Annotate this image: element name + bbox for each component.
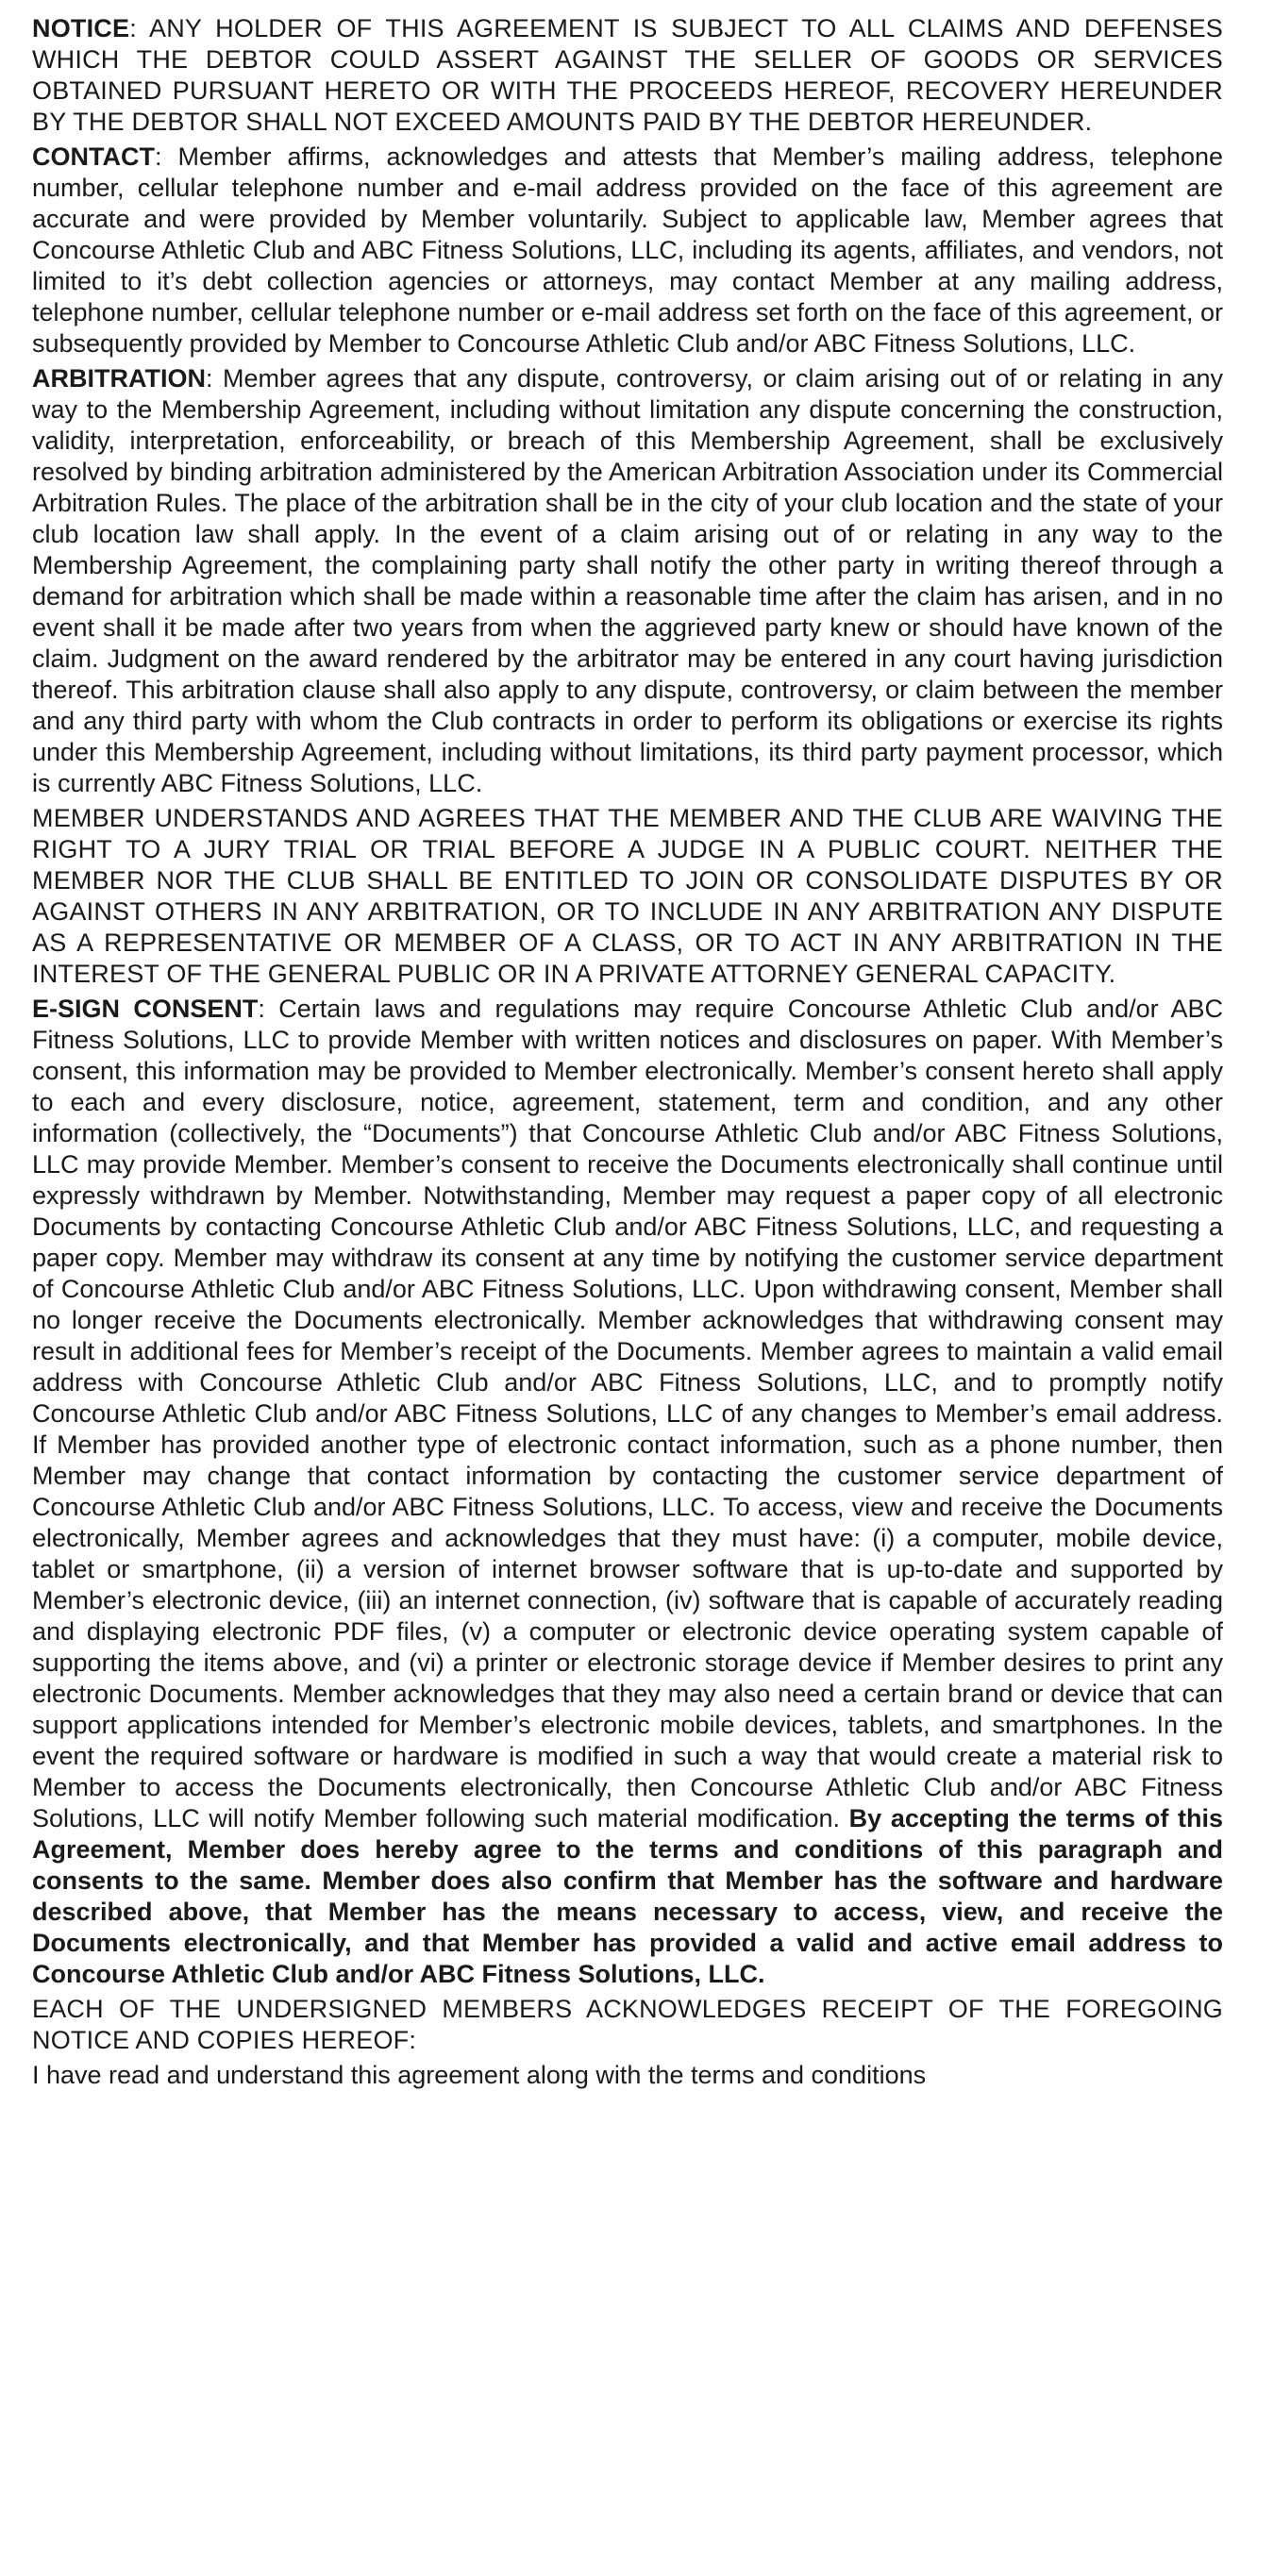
arbitration-text: : Member agrees that any dispute, controversy, or claim arising out of or relating in any way to the Membership Agreement, including without limitation any dispute concerning the construction, validity, interpretation, enforceability, or breach of this Membership Agreement, shall be exclusively resolved by binding arbitration administered by the American Arbitration Association under its Commercial Arbitration Rules. The place of the arbitration shall be in the city of your club location and the state of your club location law shall apply. In the event of a claim arising out of or relating in any way to the Membership Agreement, the complaining party shall notify the other party in writing thereof through a demand for arbitration which shall be made within a reasonable time after the claim has arisen, and in no event shall it be made after two years from when the aggrieved party knew or should have known of the claim. Judgment on the award rendered by the arbitrator may be entered in any court having jurisdiction thereof. This arbitration clause shall also apply to any dispute, controversy, or claim between the member and any third party with whom the Club contracts in order to perform its obligations or exercise its rights under this Membership Agreement, including without limitations, its third party payment processor, which is currently ABC Fitness Solutions, LLC. [32,364,1223,797]
read-statement-text: I have read and understand this agreement along with the terms and conditions [32,2061,927,2089]
esign-consent-heading: E-SIGN CONSENT [32,995,259,1023]
read-statement-paragraph [32,2060,1223,2091]
contact-paragraph [32,142,1223,360]
contact-text: : Member affirms, acknowledges and attests that Member’s mailing address, telephone number, cellular telephone number and e-mail address provided on the face of this agreement are accurate and were provided by Member voluntarily. Subject to applicable law, Member agrees that Concourse Athletic Club and ABC Fitness Solutions, LLC, including its agents, affiliates, and vendors, not limited to it’s debt collection agencies or attorneys, may contact Member at any mailing address, telephone number, cellular telephone number or e-mail address set forth on the face of this agreement, or subsequently provided by Member to Concourse Athletic Club and/or ABC Fitness Solutions, LLC. [32,142,1223,358]
esign-consent-bold-text: By accepting the terms of this Agreement, Member does hereby agree to the terms and conditions of this paragraph and consents to the same. Member does also confirm that Member has the software and hardware described above, that Member has the means necessary to access, view, and receive the Documents electronically, and that Member has provided a valid and active email address to Concourse Athletic Club and/or ABC Fitness Solutions, LLC. [32,1804,1223,1988]
jury-waiver-paragraph [32,803,1223,990]
esign-consent-text: : Certain laws and regulations may require Concourse Athletic Club and/or ABC Fitness Solutions, LLC to provide Member with written notices and disclosures on paper. With Member’s consent, this information may be provided to Member electronically. Member’s consent hereto shall apply to each and every disclosure, notice, agreement, statement, term and condition, and any other information (collectively, the “Documents”) that Concourse Athletic Club and/or ABC Fitness Solutions, LLC may provide Member. Member’s consent to receive the Documents electronically shall continue until expressly withdrawn by Member. Notwithstanding, Member may request a paper copy of all electronic Documents by contacting Concourse Athletic Club and/or ABC Fitness Solutions, LLC, and requesting a paper copy. Member may withdraw its consent at any time by notifying the customer service department of Concourse Athletic Club and/or ABC Fitness Solutions, LLC. Upon withdrawing consent, Member shall no longer receive the Documents electronically. Member acknowledges that withdrawing consent may result in additional fees for Member’s receipt of the Documents. Member agrees to maintain a valid email address with Concourse Athletic Club and/or ABC Fitness Solutions, LLC, and to promptly notify Concourse Athletic Club and/or ABC Fitness Solutions, LLC of any changes to Member’s email address. If Member has provided another type of electronic contact information, such as a phone number, then Member may change that contact information by contacting the customer service department of Concourse Athletic Club and/or ABC Fitness Solutions, LLC. To access, view and receive the Documents electronically, Member agrees and acknowledges that they must have: (i) a computer, mobile device, tablet or smartphone, (ii) a version of internet browser software that is up-to-date and supported by Member’s electronic device, (iii) an internet connection, (iv) software that is capable of accurately reading and displaying electronic PDF files, (v) a computer or electronic device operating system capable of supporting the items above, and (vi) a printer or electronic storage device if Member desires to print any electronic Documents. Member acknowledges that they may also need a certain brand or device that can support applications intended for Member’s electronic mobile devices, tablets, and smartphones. In the event the required software or hardware is modified in such a way that would create a material risk to Member to access the Documents electronically, then Concourse Athletic Club and/or ABC Fitness Solutions, LLC will notify Member following such material modification. [32,995,1223,1832]
arbitration-paragraph [32,363,1223,799]
jury-waiver-text: MEMBER UNDERSTANDS AND AGREES THAT THE MEMBER AND THE CLUB ARE WAIVING THE RIGHT TO A JURY TRIAL OR TRIAL BEFORE A JUDGE IN A PUBLIC COURT. NEITHER THE MEMBER NOR THE CLUB SHALL BE ENTITLED TO JOIN OR CONSOLIDATE DISPUTES BY OR AGAINST OTHERS IN ANY ARBITRATION, OR TO INCLUDE IN ANY ARBITRATION ANY DISPUTE AS A REPRESENTATIVE OR MEMBER OF A CLASS, OR TO ACT IN ANY ARBITRATION IN THE INTEREST OF THE GENERAL PUBLIC OR IN A PRIVATE ATTORNEY GENERAL CAPACITY. [32,804,1223,988]
acknowledgement-text: EACH OF THE UNDERSIGNED MEMBERS ACKNOWLEDGES RECEIPT OF THE FOREGOING NOTICE AND COPIES HEREOF: [32,1995,1223,2054]
esign-consent-paragraph [32,994,1223,1990]
contact-heading: CONTACT [32,142,155,171]
acknowledgement-paragraph [32,1994,1223,2056]
notice-paragraph [32,13,1223,138]
agreement-document [32,13,1223,2095]
notice-text: : ANY HOLDER OF THIS AGREEMENT IS SUBJECT TO ALL CLAIMS AND DEFENSES WHICH THE DEBTOR COULD ASSERT AGAINST THE SELLER OF GOODS OR SERVICES OBTAINED PURSUANT HERETO OR WITH THE PROCEEDS HEREOF, RECOVERY HEREUNDER BY THE DEBTOR SHALL NOT EXCEED AMOUNTS PAID BY THE DEBTOR HEREUNDER. [32,14,1223,136]
arbitration-heading: ARBITRATION [32,364,206,393]
notice-heading: NOTICE [32,14,130,42]
